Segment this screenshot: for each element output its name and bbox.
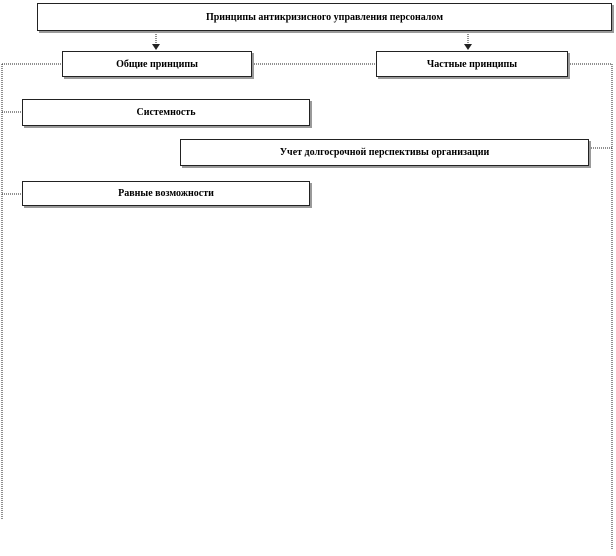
systematicity-box: Системность (22, 99, 310, 126)
general-principles-box: Общие принципы (62, 51, 252, 77)
specific-principles-box: Частные принципы (376, 51, 568, 77)
equal-opportunities-box: Равные возможности (22, 181, 310, 206)
root-principles-box: Принципы антикризисного управления персоналом (37, 3, 612, 31)
long-term-perspective-box: Учет долгосрочной перспективы организации (180, 139, 589, 166)
